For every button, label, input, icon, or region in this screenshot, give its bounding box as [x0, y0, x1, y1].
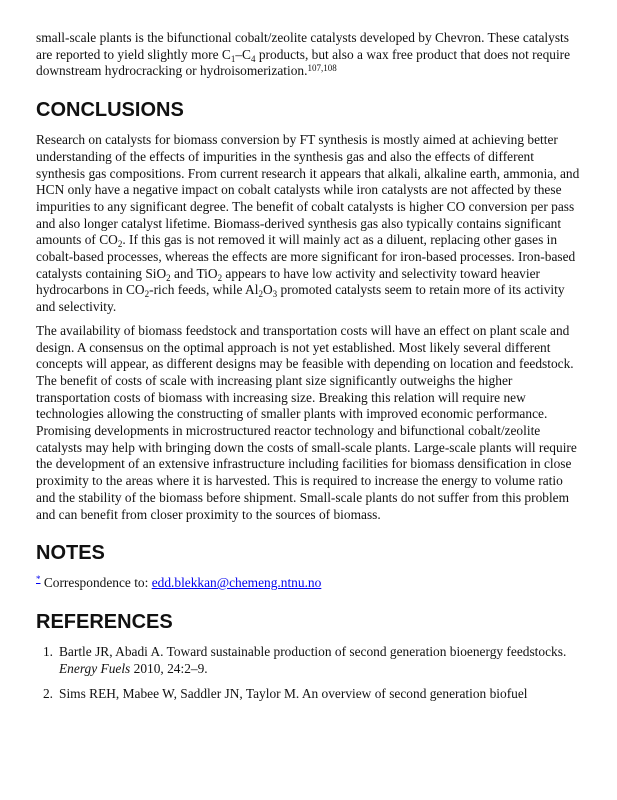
- notes-heading: NOTES: [36, 542, 105, 565]
- subscript: 3: [272, 289, 278, 300]
- references-heading: REFERENCES: [36, 610, 173, 633]
- intro-text: small-scale plants is the bifunctional cobalt/zeolite catalysts developed by Chevron. These catalysts are reported to yield slightly more C: [36, 30, 569, 62]
- intro-paragraph: [36, 30, 581, 80]
- reference-item: [36, 644, 581, 677]
- subscript: 2: [144, 289, 150, 300]
- correspondence-label: Correspondence to:: [40, 575, 152, 591]
- paragraph-text: -rich feeds, while Al: [149, 282, 259, 298]
- reference-number: 2.: [42, 686, 53, 702]
- conclusions-paragraph-1: [36, 132, 581, 316]
- reference-list: [36, 644, 581, 703]
- intro-text: –C: [235, 46, 251, 62]
- paragraph-text: . If this gas is not removed it will mainly act as a diluent, replacing other gases in cobalt-based processes, whereas the effects are more significant for iron-based processes. Iron-based catalysts containing SiO: [36, 232, 576, 281]
- correspondence-email-link[interactable]: edd.blekkan@chemeng.ntnu.no: [151, 575, 322, 591]
- paragraph-text: and TiO: [170, 265, 218, 281]
- paragraph-text: O: [262, 282, 273, 298]
- footnote-marker-link[interactable]: *: [36, 574, 41, 585]
- reference-text: Sims REH, Mabee W, Saddler JN, Taylor M. An overview of second generation biofuel: [59, 686, 528, 702]
- correspondence-note: [36, 575, 581, 592]
- intro-text: products, but also a wax free product that does not require downstream hydrocracking or hydroisomerization.: [36, 46, 571, 79]
- conclusions-heading: CONCLUSIONS: [36, 99, 184, 122]
- reference-item: [36, 686, 581, 703]
- subscript: 2: [258, 289, 263, 300]
- paragraph-text: Research on catalysts for biomass conversion by FT synthesis is mostly aimed at achieving better understanding of the effects of impurities in the synthesis gas and also the effects of different synthesis gas compositions. From current research it appears that alkali, alkaline earth, ammonia, and HCN only have a negative impact on cobalt catalysts while iron catalysts are not affected by these impurities to any significant degree. The benefit of cobalt catalysts is higher CO conversion per pass and also longer catalyst lifetime. Biomass-derived synthesis gas also typically contains significant amounts of CO: [36, 132, 580, 248]
- conclusions-paragraph-2: The availability of biomass feedstock and transportation costs will have an effect on plant scale and design. A consensus on the optimal approach is not yet established. Most likely several different concepts will appear, as different designs may be feasible with depending on location and feedstock. The benefit of costs of scale with increasing plant size significantly outweighs the higher transportation costs of biomass with increasing size. Breaking this relation will require new technologies allowing the constructing of smaller plants with improved economic performance. Promising developments in microstructured reactor technology and bifunctional cobalt/zeolite catalysts may help with bringing down the costs of small-scale plants. Large-scale plants will require the development of an extensive infrastructure including facilities for biomass densification in close proximity to the areas where it is harvested. This is required to increase the energy to volume ratio and the stability of the biomass before shipment. Small-scale plants do not suffer from this problem and can benefit from closer proximity to the sources of biomass.: [36, 322, 577, 522]
- subscript: 1: [230, 53, 236, 64]
- reference-journal: Energy Fuels: [59, 660, 131, 676]
- article-page: [36, 30, 581, 712]
- subscript: 4: [251, 53, 256, 64]
- paragraph-text: promoted catalysts seem to retain more of its activity and selectivity.: [36, 282, 565, 315]
- reference-number: 1.: [42, 643, 53, 659]
- subscript: 2: [117, 239, 123, 250]
- subscript: 2: [217, 272, 223, 283]
- subscript: 2: [166, 272, 171, 283]
- reference-text: Bartle JR, Abadi A. Toward sustainable production of second generation bioenergy feedstocks.: [59, 643, 567, 659]
- citation-superscript[interactable]: 107,108: [307, 63, 337, 74]
- paragraph-text: appears to have low activity and selectivity toward heavier hydrocarbons in CO: [36, 265, 540, 298]
- reference-text: 2010, 24:2–9.: [130, 660, 208, 676]
